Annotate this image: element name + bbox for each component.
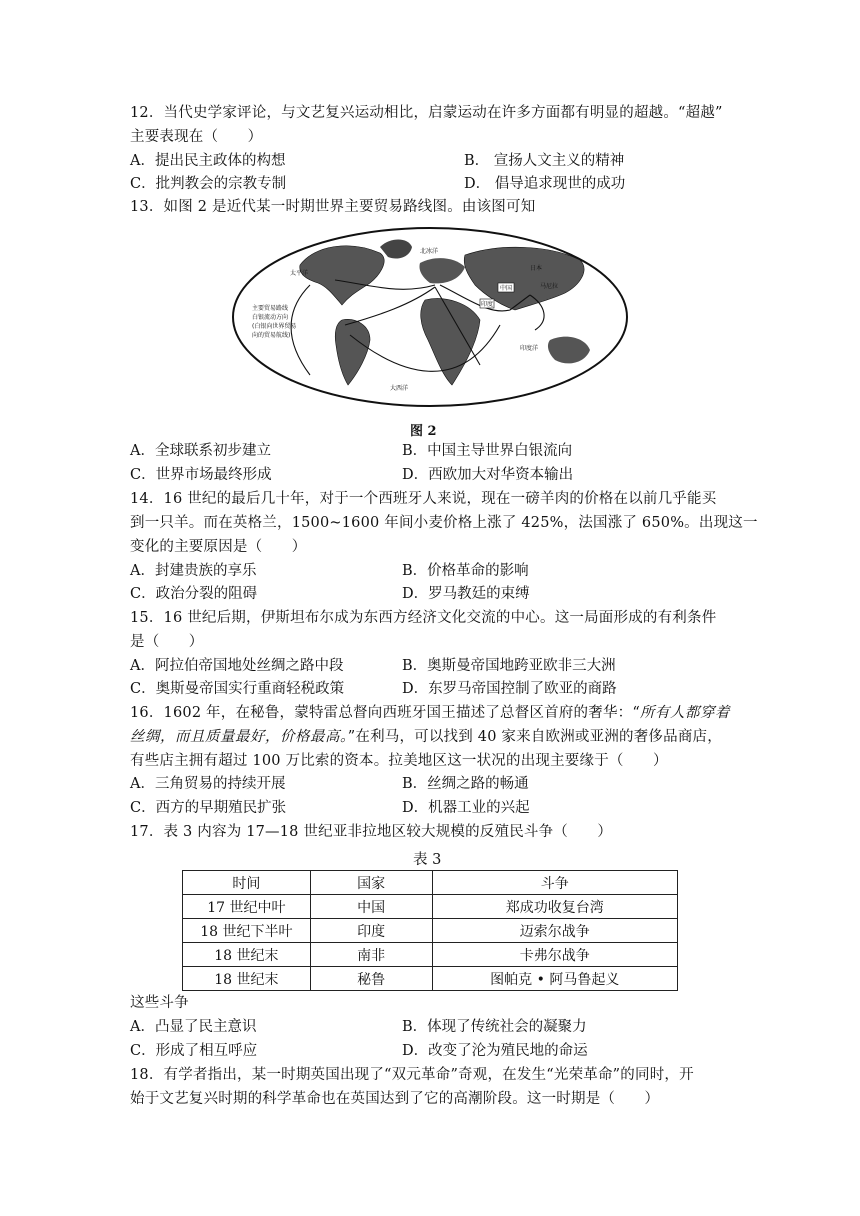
q15-option-b: B．奥斯曼帝国地跨亚欧非三大洲 — [402, 658, 616, 674]
table-row — [183, 895, 678, 919]
table-row — [183, 919, 678, 943]
indian-label: 印度洋 — [520, 345, 539, 352]
q16-option-b: B．丝绸之路的畅通 — [402, 776, 529, 792]
q16-stem-line3: 有些店主拥有超过 100 万比索的资本。拉美地区这一状况的出现主要缘于（ ） — [130, 753, 668, 769]
india-label: 印度 — [481, 301, 494, 308]
table-3 — [182, 870, 678, 991]
table-cell: 郑成功收复台湾 — [432, 895, 678, 919]
q17-after-table: 这些斗争 — [130, 995, 189, 1011]
q16-option-a: A．三角贸易的持续开展 — [130, 776, 286, 792]
legend-silver-2: (白银向世界贸易 — [252, 323, 297, 330]
table-3-caption: 表 3 — [413, 852, 442, 868]
q13-option-d: D．西欧加大对华资本输出 — [402, 467, 574, 483]
table-cell: 18 世纪末 — [183, 967, 311, 991]
table-cell: 中国 — [310, 895, 432, 919]
legend-silver: 白银流动方向 — [252, 314, 289, 321]
q14-option-a: A．封建贵族的享乐 — [130, 563, 257, 579]
world-map-figure — [230, 225, 630, 410]
table-cell: 卡弗尔战争 — [432, 943, 678, 967]
q12-option-c: C．批判教会的宗教专制 — [130, 176, 287, 192]
q16-option-c: C．西方的早期殖民扩张 — [130, 800, 287, 816]
q15-option-a: A．阿拉伯帝国地处丝绸之路中段 — [130, 658, 344, 674]
legend-main-route: 主要贸易路线 — [252, 305, 289, 312]
q16-stem-line2 — [130, 727, 722, 747]
table-cell: 南非 — [310, 943, 432, 967]
q16-stem-line2b: ”在利马，可以找到 40 家来自欧洲或亚洲的奢侈品商店， — [347, 729, 722, 745]
q14-option-b: B．价格革命的影响 — [402, 563, 529, 579]
q15-stem-line1: 15．16 世纪后期，伊斯坦布尔成为东西方经济文化交流的中心。这一局面形成的有利条件 — [130, 610, 717, 626]
q16-quote-2: 丝绸，而且质量最好，价格最高。 — [130, 729, 348, 745]
q13-stem: 13．如图 2 是近代某一时期世界主要贸易路线图。由该图可知 — [130, 199, 536, 215]
table-row — [183, 967, 678, 991]
pacific-label: 太平洋 — [290, 270, 309, 277]
q14-stem-line2: 到一只羊。而在英格兰，1500~1600 年间小麦价格上涨了 425%，法国涨了 650%。出现这一 — [130, 515, 758, 531]
q14-stem-line1: 14．16 世纪的最后几十年，对于一个西班牙人来说，现在一磅羊肉的价格在以前几乎能买 — [130, 491, 717, 507]
q14-option-d: D．罗马教廷的束缚 — [402, 586, 530, 602]
table-cell: 17 世纪中叶 — [183, 895, 311, 919]
q12-stem-line2: 主要表现在（ ） — [130, 129, 263, 145]
q12-option-b: B． 宣扬人文主义的精神 — [464, 153, 625, 169]
q13-option-b: B．中国主导世界白银流向 — [402, 443, 573, 459]
trade-route-map — [230, 225, 630, 410]
atlantic-label: 大西洋 — [390, 385, 409, 392]
table-cell: 印度 — [310, 919, 432, 943]
japan-label: 日本 — [530, 265, 543, 272]
q17-option-a: A．凸显了民主意识 — [130, 1019, 257, 1035]
manila-label: 马尼拉 — [540, 283, 559, 290]
arctic-label: 北冰洋 — [420, 248, 439, 255]
figure-2-caption: 图 2 — [410, 424, 437, 439]
q17-option-c: C．形成了相互呼应 — [130, 1043, 258, 1059]
q18-stem-line2: 始于文艺复兴时期的科学革命也在英国达到了它的高潮阶段。这一时期是（ ） — [130, 1091, 660, 1107]
q16-quote-1: 所有人都穿着 — [639, 705, 730, 721]
table-cell: 迈索尔战争 — [432, 919, 678, 943]
table-cell: 18 世纪末 — [183, 943, 311, 967]
q14-option-c: C．政治分裂的阻碍 — [130, 586, 258, 602]
q13-option-c: C．世界市场最终形成 — [130, 467, 272, 483]
q16-option-d: D．机器工业的兴起 — [402, 800, 530, 816]
q16-stem-line1a: 16．1602 年，在秘鲁，蒙特雷总督向西班牙国王描述了总督区首府的奢华：“ — [130, 705, 640, 721]
table-header-row — [183, 871, 678, 895]
table-cell: 图帕克 • 阿马鲁起义 — [432, 967, 678, 991]
table-header-cell: 斗争 — [432, 871, 678, 895]
table-cell: 18 世纪下半叶 — [183, 919, 311, 943]
q13-option-a: A．全球联系初步建立 — [130, 443, 271, 459]
table-header-cell: 国家 — [310, 871, 432, 895]
china-label: 中国 — [500, 285, 513, 292]
q14-stem-line3: 变化的主要原因是（ ） — [130, 539, 307, 555]
q15-option-c: C．奥斯曼帝国实行重商轻税政策 — [130, 681, 345, 697]
q17-stem: 17．表 3 内容为 17—18 世纪亚非拉地区较大规模的反殖民斗争（ ） — [130, 824, 613, 840]
table-cell: 秘鲁 — [310, 967, 432, 991]
table-row — [183, 943, 678, 967]
q12-stem-line1: 12．当代史学家评论，与文艺复兴运动相比，启蒙运动在许多方面都有明显的超越。“超越” — [130, 105, 723, 121]
q16-stem-line1 — [130, 703, 730, 723]
q15-stem-line2: 是（ ） — [130, 634, 204, 650]
table-header-cell: 时间 — [183, 871, 311, 895]
q18-stem-line1: 18．有学者指出，某一时期英国出现了“双元革命”奇观，在发生“光荣革命”的同时，开 — [130, 1067, 694, 1083]
q15-option-d: D．东罗马帝国控制了欧亚的商路 — [402, 681, 617, 697]
q17-option-b: B．体现了传统社会的凝聚力 — [402, 1019, 587, 1035]
q12-option-a: A．提出民主政体的构想 — [130, 153, 286, 169]
q12-option-d: D． 倡导追求现世的成功 — [464, 176, 626, 192]
legend-silver-3: 向的贸易航线) — [252, 332, 291, 339]
q17-option-d: D．改变了沦为殖民地的命运 — [402, 1043, 588, 1059]
